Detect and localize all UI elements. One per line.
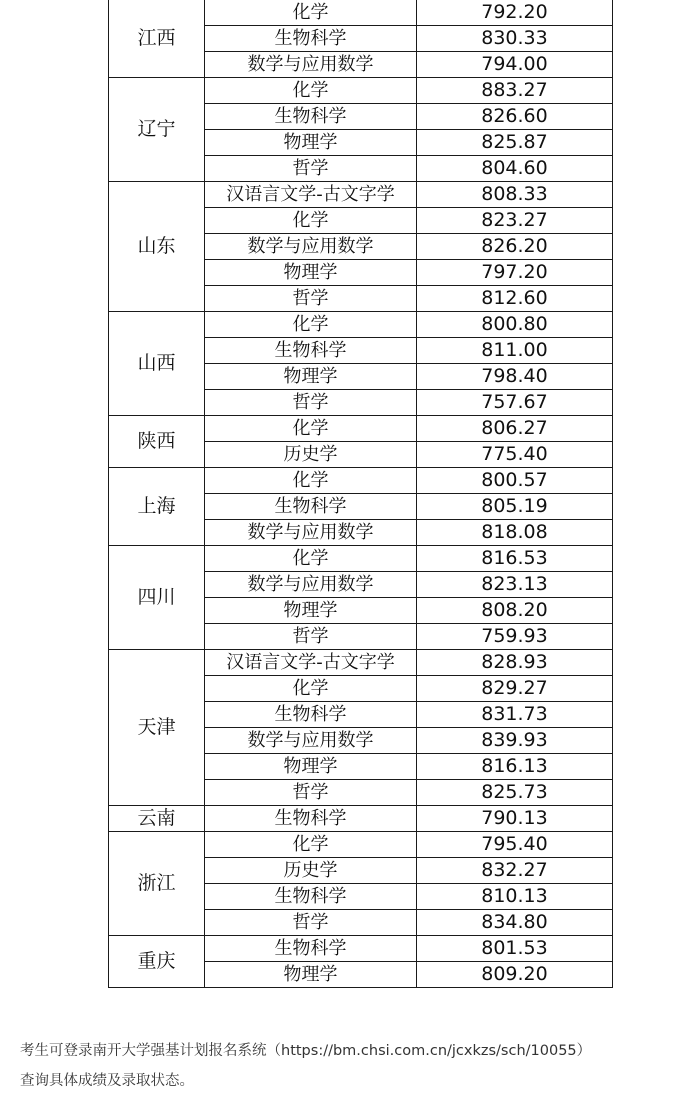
province-cell: 天津 [109, 650, 205, 806]
footer-note [20, 1036, 680, 1096]
major-cell: 化学 [205, 416, 417, 442]
major-cell: 化学 [205, 208, 417, 234]
table-row [109, 182, 613, 208]
major-cell: 生物科学 [205, 702, 417, 728]
score-cell: 795.40 [417, 832, 613, 858]
footer-note-line-1: 考生可登录南开大学强基计划报名系统（https://bm.chsi.com.cn/jcxkzs/sch/10055） [20, 1043, 592, 1059]
score-cell: 826.60 [417, 104, 613, 130]
major-cell: 生物科学 [205, 806, 417, 832]
major-cell: 化学 [205, 676, 417, 702]
major-cell: 数学与应用数学 [205, 520, 417, 546]
province-cell: 云南 [109, 806, 205, 832]
score-cell: 826.20 [417, 234, 613, 260]
major-cell: 历史学 [205, 858, 417, 884]
score-cell: 823.27 [417, 208, 613, 234]
table-row [109, 468, 613, 494]
score-cell: 830.33 [417, 26, 613, 52]
major-cell: 物理学 [205, 130, 417, 156]
province-cell: 四川 [109, 546, 205, 650]
table-row [109, 936, 613, 962]
score-cell: 829.27 [417, 676, 613, 702]
score-cell: 800.80 [417, 312, 613, 338]
score-cell: 805.19 [417, 494, 613, 520]
score-cell: 775.40 [417, 442, 613, 468]
score-cell: 825.73 [417, 780, 613, 806]
major-cell: 哲学 [205, 910, 417, 936]
table-row [109, 0, 613, 26]
major-cell: 化学 [205, 312, 417, 338]
score-cell: 804.60 [417, 156, 613, 182]
major-cell: 物理学 [205, 364, 417, 390]
major-cell: 化学 [205, 78, 417, 104]
province-cell: 上海 [109, 468, 205, 546]
major-cell: 数学与应用数学 [205, 52, 417, 78]
major-cell: 物理学 [205, 260, 417, 286]
score-cell: 792.20 [417, 0, 613, 26]
major-cell: 生物科学 [205, 104, 417, 130]
footer-note-line-2: 查询具体成绩及录取状态。 [20, 1073, 194, 1089]
score-cell: 832.27 [417, 858, 613, 884]
table-row [109, 806, 613, 832]
table-row [109, 78, 613, 104]
score-cell: 808.33 [417, 182, 613, 208]
province-cell: 山东 [109, 182, 205, 312]
score-cell: 797.20 [417, 260, 613, 286]
major-cell: 化学 [205, 832, 417, 858]
major-cell: 历史学 [205, 442, 417, 468]
major-cell: 哲学 [205, 286, 417, 312]
table-row [109, 546, 613, 572]
major-cell: 生物科学 [205, 338, 417, 364]
score-table [108, 0, 613, 988]
major-cell: 数学与应用数学 [205, 728, 417, 754]
province-cell: 江西 [109, 0, 205, 78]
major-cell: 生物科学 [205, 884, 417, 910]
major-cell: 哲学 [205, 780, 417, 806]
score-cell: 809.20 [417, 962, 613, 988]
province-cell: 浙江 [109, 832, 205, 936]
score-cell: 757.67 [417, 390, 613, 416]
score-cell: 839.93 [417, 728, 613, 754]
table-row [109, 312, 613, 338]
score-table-body [109, 0, 613, 988]
major-cell: 汉语言文学-古文字学 [205, 650, 417, 676]
major-cell: 物理学 [205, 754, 417, 780]
score-cell: 834.80 [417, 910, 613, 936]
major-cell: 化学 [205, 468, 417, 494]
province-cell: 陕西 [109, 416, 205, 468]
score-cell: 759.93 [417, 624, 613, 650]
major-cell: 哲学 [205, 624, 417, 650]
major-cell: 数学与应用数学 [205, 572, 417, 598]
score-cell: 801.53 [417, 936, 613, 962]
score-cell: 794.00 [417, 52, 613, 78]
score-cell: 790.13 [417, 806, 613, 832]
score-cell: 883.27 [417, 78, 613, 104]
score-cell: 806.27 [417, 416, 613, 442]
table-row [109, 650, 613, 676]
table-row [109, 416, 613, 442]
major-cell: 生物科学 [205, 26, 417, 52]
major-cell: 物理学 [205, 962, 417, 988]
score-cell: 816.53 [417, 546, 613, 572]
major-cell: 化学 [205, 0, 417, 26]
major-cell: 生物科学 [205, 936, 417, 962]
major-cell: 哲学 [205, 390, 417, 416]
major-cell: 数学与应用数学 [205, 234, 417, 260]
score-cell: 816.13 [417, 754, 613, 780]
major-cell: 哲学 [205, 156, 417, 182]
table-row [109, 832, 613, 858]
score-cell: 823.13 [417, 572, 613, 598]
score-cell: 810.13 [417, 884, 613, 910]
score-cell: 825.87 [417, 130, 613, 156]
score-cell: 831.73 [417, 702, 613, 728]
major-cell: 生物科学 [205, 494, 417, 520]
province-cell: 重庆 [109, 936, 205, 988]
score-cell: 828.93 [417, 650, 613, 676]
score-cell: 811.00 [417, 338, 613, 364]
province-cell: 山西 [109, 312, 205, 416]
major-cell: 化学 [205, 546, 417, 572]
province-cell: 辽宁 [109, 78, 205, 182]
major-cell: 汉语言文学-古文字学 [205, 182, 417, 208]
major-cell: 物理学 [205, 598, 417, 624]
score-cell: 800.57 [417, 468, 613, 494]
score-cell: 808.20 [417, 598, 613, 624]
score-cell: 818.08 [417, 520, 613, 546]
score-cell: 812.60 [417, 286, 613, 312]
score-cell: 798.40 [417, 364, 613, 390]
